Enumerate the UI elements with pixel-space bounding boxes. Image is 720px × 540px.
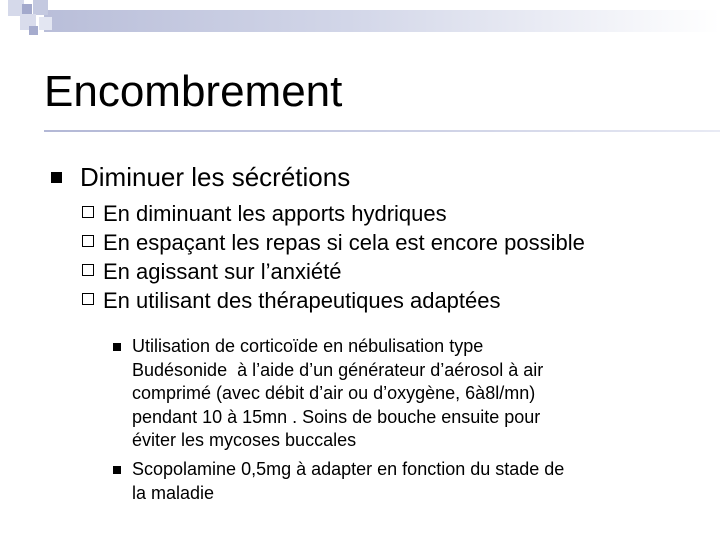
- title-underline: [44, 130, 720, 132]
- detail-line: Budésonide à l’aide d’un générateur d’aérosol à air: [132, 359, 544, 380]
- detail-line: Scopolamine 0,5mg à adapter en fonction du stade de: [132, 459, 565, 479]
- sub-bullet-text: En espaçant les repas si cela est encore possible: [103, 230, 585, 255]
- hollow-square-bullet-icon: [82, 264, 94, 276]
- decorative-square: [33, 0, 48, 15]
- detail-line: éviter les mycoses buccales: [132, 430, 357, 450]
- slide-title: Encombrement: [44, 67, 343, 116]
- hollow-square-bullet-icon: [82, 293, 94, 305]
- decorative-square: [39, 17, 52, 30]
- hollow-square-bullet-icon: [82, 235, 94, 247]
- decorative-square: [22, 4, 32, 14]
- hollow-square-bullet-icon: [82, 206, 94, 218]
- detail-line: comprimé (avec débit d’air ou d’oxygène, 6à8l/mn): [132, 383, 536, 403]
- detail-bullet-text: [132, 335, 677, 453]
- decorative-square: [29, 26, 38, 35]
- detail-line: pendant 10 à 15mn . Soins de bouche ensuite pour: [132, 406, 541, 427]
- square-bullet-icon: [51, 172, 62, 183]
- sub-bullet-text: En utilisant des thérapeutiques adaptées: [103, 288, 501, 313]
- detail-line: Utilisation de corticoïde en nébulisation type: [132, 336, 484, 356]
- header-gradient-band: [44, 10, 720, 32]
- main-bullet-text: Diminuer les sécrétions: [80, 162, 351, 192]
- detail-bullet-text: [132, 458, 677, 505]
- sub-bullet-text: En agissant sur l’anxiété: [103, 259, 342, 284]
- detail-line: la maladie: [132, 482, 215, 503]
- sub-bullet-text: En diminuant les apports hydriques: [103, 201, 447, 226]
- small-square-bullet-icon: [113, 466, 121, 474]
- small-square-bullet-icon: [113, 343, 121, 351]
